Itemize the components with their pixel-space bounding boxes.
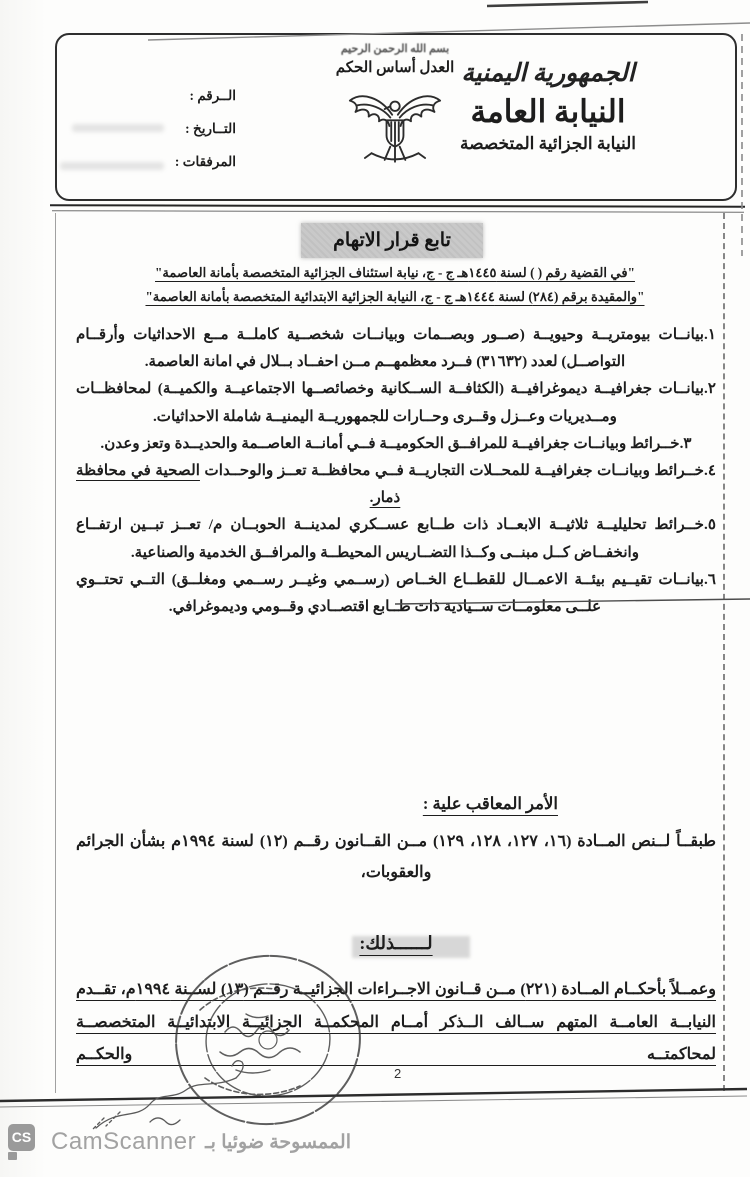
bottom-border-line xyxy=(0,1089,747,1101)
list-item-1 xyxy=(76,321,716,375)
field-attachments-label: المرفقات : xyxy=(174,154,236,169)
bismillah-calligraphy: بسم الله الرحمن الرحيم xyxy=(340,43,450,55)
header-divider-line xyxy=(50,204,745,207)
corner-shadow-line xyxy=(487,2,648,6)
item-text: بيانــات بيومتريــة وحيويــة (صــور وبصــمات وبيانــات شخصــية كاملــة مــع الاحداثيات وأرقــام التواصــل) لعدد (٣١٦٣٢) فــرد معظمهــم مــن احفــاد بــلال في امانة العاصمة. xyxy=(76,326,705,371)
item-text: خــرائط وبيانــات جغرافيــة للمرافــق الحكوميــة فــي أمانــة العاصــمة والحديــدة وتعز وعدن. xyxy=(100,434,680,452)
bottom-border-line-2 xyxy=(0,1096,747,1107)
camscanner-watermark xyxy=(8,1122,448,1162)
camscanner-brand-text: CamScanner xyxy=(51,1128,197,1155)
faded-handwriting-mark xyxy=(72,124,164,132)
item-number: ٢. xyxy=(704,380,716,398)
item-text: بيانــات تقيــيم بيئــة الاعمــال للقطــاع الخــاص (رســمي وغيــر رســمي ومغلــق) التــي تحتــوي علــى معلومــات ســيادية ذات طــابع اقتصــادي وقــومي وديموغرافي. xyxy=(76,570,705,616)
case-reference-line-1: "في القضية رقم ( ) لسنة ١٤٤٥هـ ج - ج، نيابة استئناف الجزائية المتخصصة بأمانة العاصمة" xyxy=(155,265,635,280)
list-item-5 xyxy=(76,511,716,565)
item-number: ١. xyxy=(704,326,716,343)
punishable-offense-body: طبقــاً لــنص المــادة (١٦، ١٢٧، ١٢٨، ١٢٩) مــن القــانون رقــم (١٢) لسنة ١٩٩٤م بشأن الجرائم والعقوبات، xyxy=(76,833,717,881)
authority-branch: النيابة الجزائية المتخصصة xyxy=(459,134,637,153)
header-divider-line xyxy=(52,210,744,212)
item-number: ٥. xyxy=(704,516,716,534)
scanned-by-text: الممسوحة ضوئيا بـ xyxy=(205,1131,351,1153)
page-number: 2 xyxy=(394,1066,402,1081)
republic-name-calligraphy: الجمهورية اليمنية xyxy=(461,60,635,87)
item-number: ٦. xyxy=(704,570,716,588)
item-text: بيانــات جغرافيــة ديموغرافيــة (الكثافــة الســكانية وخصائصــها الاجتماعيــة والكميــة) لمحافظــات ومــديريات وعــزل وقــرى وحــارات للجمهوريــة اليمنيــة شاملة الاحداثيات. xyxy=(76,380,705,425)
case-reference-line-2: "والمقيدة برقم (٢٨٤) لسنة ١٤٤٤هـ ج - ج، النيابة الجزائية الابتدائية المتخصصة بأمانة العاصمة" xyxy=(145,288,645,304)
item-text: خــرائط تحليليــة ثلاثيــة الابعــاد ذات طــابع عســكري لمدينــة الحوبــان م/ تعــز تبــين ارتفــاع وانخفــاض كــل مبنــى وكــذا التضــاريس المحيطــة والمرافــق الخدمية والصناعية. xyxy=(76,516,705,561)
punishable-offense-heading: الأمر المعاقب علية : xyxy=(422,794,558,813)
content-frame-left-border xyxy=(55,213,56,1093)
list-item-2 xyxy=(76,375,716,429)
authority-name: النيابة العامة xyxy=(470,94,626,129)
item-number: ٣. xyxy=(679,434,692,452)
therefore-heading: لــــــذلك: xyxy=(359,933,433,953)
yemen-eagle-emblem-icon xyxy=(300,79,490,178)
letterhead-center-column xyxy=(300,42,490,178)
faded-handwriting-mark xyxy=(60,162,164,170)
letterhead-left-fields xyxy=(150,88,236,187)
motto-text: العدل أساس الحكم xyxy=(335,60,455,76)
item-text: خــرائط وبيانــات جغرافيــة للمحــلات التجاريــة فــي محافظــة تعــز والوحــدات xyxy=(199,462,705,480)
list-item-3 xyxy=(76,430,716,457)
item-number: ٤. xyxy=(704,462,716,480)
list-item-6 xyxy=(76,566,716,620)
case-reference-lines xyxy=(72,261,718,308)
content-frame-right-border xyxy=(723,213,725,1091)
camscanner-logo-icon: CS xyxy=(8,1124,42,1160)
closing-paragraph: وعمــلاً بأحكــام المــادة (٢٢١) مــن قــانون الاجــراءات الجزائيــة رقــم (١٣) لســنة ١٩٩٤م، تقــدم النيابــة العامــة المتهم ســالف الــذكر أمــام المحكمــة الجزائيــة الابتدائيــة المتخصصــة لمحاكمتــه والحكــم xyxy=(76,981,717,1063)
item-text-underlined: الصحية في محافظة ذمار. xyxy=(76,462,401,507)
field-date-label: التــاريخ : xyxy=(185,121,236,136)
document-title: تابع قرار الاتهام xyxy=(301,223,483,258)
field-number-label: الــرقم : xyxy=(189,88,236,103)
evidence-items-list xyxy=(76,321,716,620)
list-item-4 xyxy=(76,457,716,511)
